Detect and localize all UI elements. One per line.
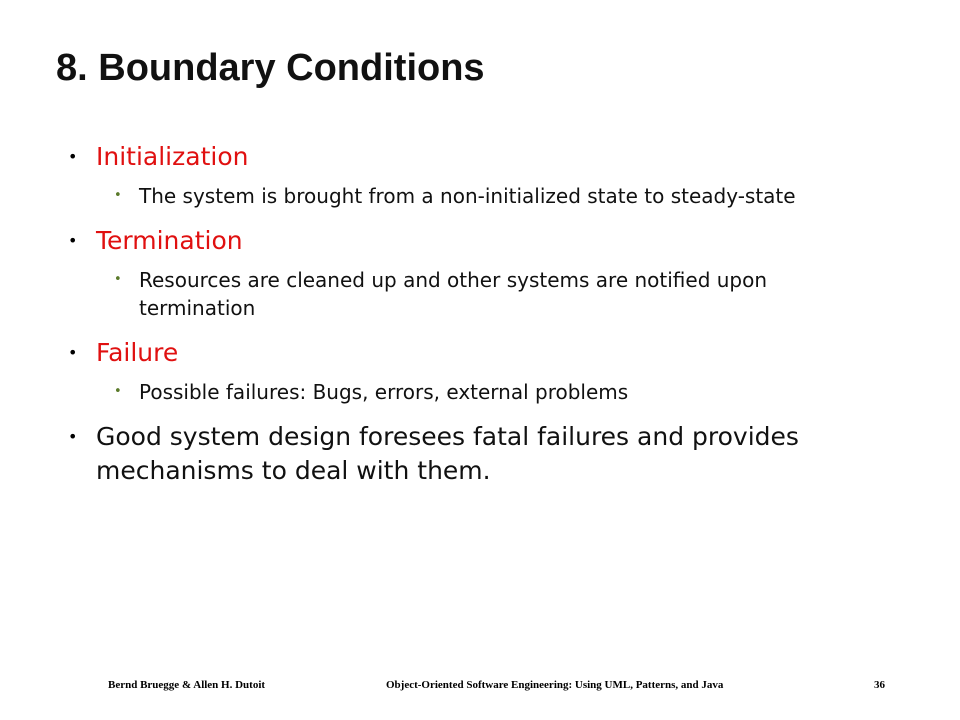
bullet-heading: Failure (96, 338, 179, 367)
bullet-failure (64, 336, 924, 370)
bullet-dot-icon: • (68, 147, 78, 166)
footer-page-number: 36 (874, 679, 885, 691)
sub-bullet-text: Possible failures: Bugs, errors, external problems (139, 380, 629, 404)
sub-bullet-dot-icon: • (114, 384, 122, 399)
sub-bullet-initialization (64, 182, 839, 210)
sub-bullet-dot-icon: • (114, 272, 122, 287)
sub-bullet-text: Resources are cleaned up and other systems are notified upon termination (139, 268, 768, 320)
bullet-dot-icon: • (68, 231, 78, 250)
bullet-initialization (64, 140, 924, 174)
footer-authors: Bernd Bruegge & Allen H. Dutoit (108, 679, 266, 691)
bullet-termination (64, 224, 924, 258)
bullet-dot-icon: • (68, 343, 78, 362)
footer-book-title: Object-Oriented Software Engineering: Using UML, Patterns, and Java (386, 679, 724, 691)
conclusion-text: Good system design foresees fatal failures and provides mechanisms to deal with them. (96, 422, 799, 485)
bullet-heading: Termination (96, 226, 243, 255)
bullet-heading: Initialization (96, 142, 249, 171)
bullet-dot-icon: • (68, 427, 78, 446)
sub-bullet-failure (64, 378, 839, 406)
sub-bullet-termination (64, 266, 839, 322)
bullet-conclusion (64, 420, 924, 488)
slide-title: 8. Boundary Conditions (56, 47, 485, 89)
sub-bullet-text: The system is brought from a non-initialized state to steady-state (139, 184, 796, 208)
sub-bullet-dot-icon: • (114, 188, 122, 203)
slide-content (64, 140, 924, 488)
